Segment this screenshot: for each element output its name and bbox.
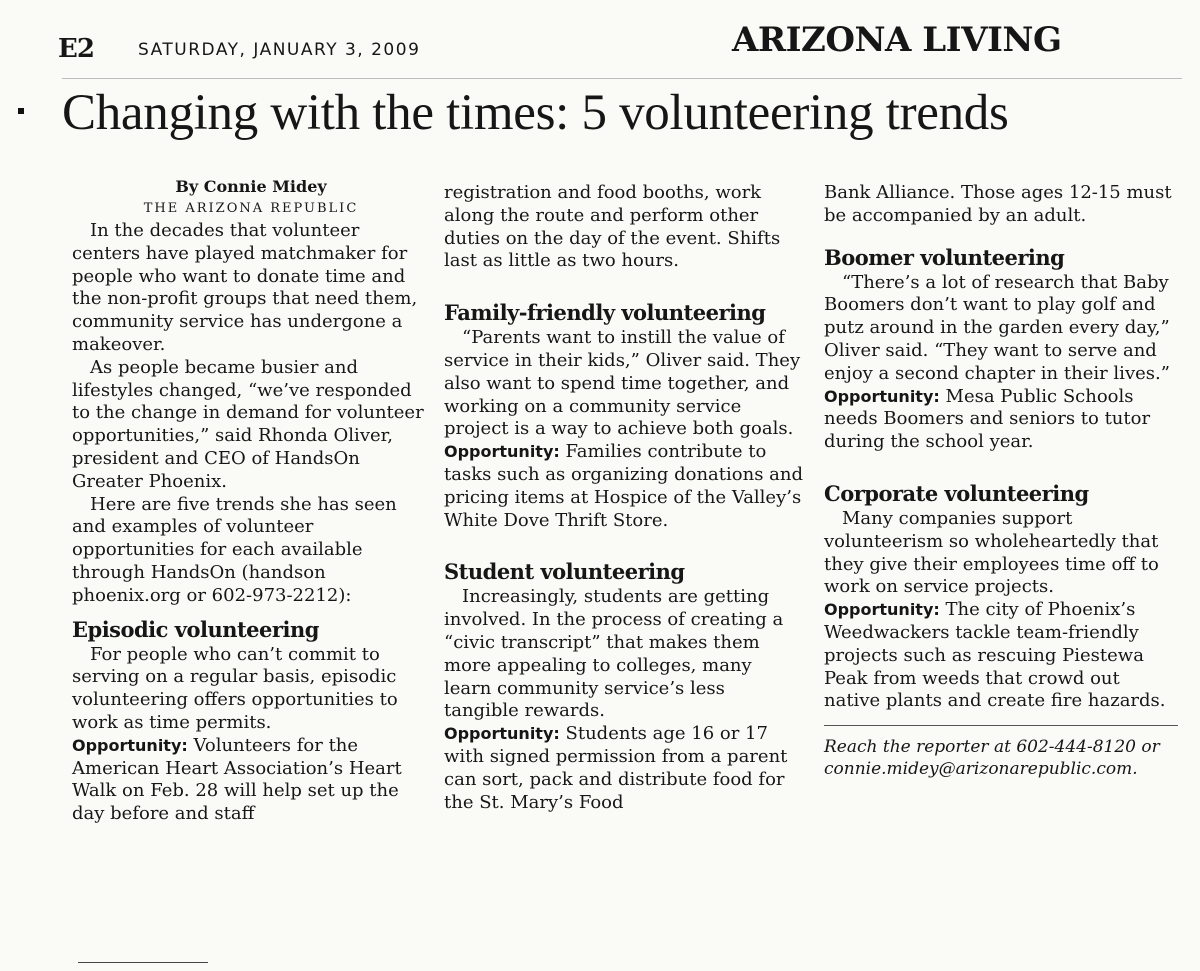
episodic-continued: registration and food booths, work along the route and perform other duties on the day of the event. Shifts last as little as two hours. [444, 182, 781, 272]
boomer-opportunity-text: Mesa Public Schools needs Boomers and seniors to tutor during the school year. [824, 385, 1151, 453]
headline: Changing with the times: 5 volunteering trends [62, 85, 1009, 141]
footer-rule [78, 962, 208, 963]
section-title: ARIZONA LIVING [732, 20, 1062, 60]
student-continued: Bank Alliance. Those ages 12-15 must be accompanied by an adult. [824, 182, 1172, 226]
family-opportunity-text: Families contribute to tasks such as organizing donations and pricing items at Hospice of the Valley’s White Dove Thrift Store. [444, 441, 804, 531]
intro-paragraph-1: In the decades that volunteer centers have played matchmaker for people who want to donate time and the non-profit groups that need them, community service has undergone a makeover. [72, 220, 418, 355]
episodic-opportunity-text: Volunteers for the American Heart Association’s Heart Walk on Feb. 28 will help set up the day before and staff [72, 734, 402, 825]
student-opportunity [444, 723, 804, 814]
boomer-opportunity [824, 386, 1178, 454]
corporate-opportunity [824, 599, 1178, 713]
family-opportunity [444, 441, 804, 532]
corporate-opportunity-text: The city of Phoenix’s Weedwackers tackle team-friendly projects such as rescuing Piestewa Peak from weeds that crowd out native plants and create fire hazards. [824, 599, 1166, 712]
family-body: “Parents want to instill the value of service in their kids,” Oliver said. They also want to spend time together, and working on a community service project is a way to achieve both goals. [444, 327, 801, 440]
opportunity-label: Opportunity: [824, 386, 940, 406]
publication-credit: THE ARIZONA REPUBLIC [143, 201, 359, 216]
opportunity-label: Opportunity: [72, 735, 188, 755]
signoff-rule [824, 725, 1178, 726]
subhead-student: Student volunteering [444, 559, 685, 585]
margin-mark [18, 108, 24, 114]
intro-paragraph-3: Here are five trends she has seen and examples of volunteer opportunities for each available through HandsOn (handson phoenix.org or 602-973-2212): [72, 493, 397, 606]
boomer-body: “There’s a lot of research that Baby Boomers don’t want to play golf and putz around in the garden every day,” Oliver said. “They want to serve and enjoy a second chapter in their lives.” [824, 271, 1170, 384]
issue-date: SATURDAY, JANUARY 3, 2009 [138, 40, 421, 60]
header-rule [62, 78, 1182, 79]
subhead-boomer: Boomer volunteering [824, 244, 1065, 270]
episodic-body: For people who can’t commit to serving on a regular basis, episodic volunteering offers opportunities to work as time permits. [72, 643, 398, 733]
subhead-episodic: Episodic volunteering [72, 616, 319, 642]
episodic-opportunity [72, 735, 430, 826]
opportunity-label: Opportunity: [444, 442, 560, 462]
subhead-corporate: Corporate volunteering [824, 480, 1089, 506]
column-2 [444, 182, 804, 814]
opportunity-label: Opportunity: [444, 724, 560, 744]
subhead-family: Family-friendly volunteering [444, 300, 766, 326]
column-1 [72, 176, 430, 826]
student-body: Increasingly, students are getting involved. In the process of creating a “civic transcript” that makes them more appealing to colleges, many learn community service’s less tangible rewards. [444, 586, 784, 722]
intro-paragraph-2: As people became busier and lifestyles changed, “we’ve responded to the change in demand for volunteer opportunities,” said Rhonda Oliver, president and CEO of HandsOn Greater Phoenix. [72, 356, 424, 492]
column-3 [824, 182, 1178, 780]
byline: By Connie Midey [175, 177, 327, 196]
opportunity-label: Opportunity: [824, 600, 940, 620]
page-number: E2 [58, 34, 94, 64]
corporate-body: Many companies support volunteerism so wholeheartedly that they give their employees time off to work on service projects. [824, 507, 1159, 598]
student-opportunity-text: Students age 16 or 17 with signed permission from a parent can sort, pack and distribute food for the St. Mary’s Food [444, 723, 788, 813]
reporter-contact: Reach the reporter at 602-444-8120 or connie.midey@arizonarepublic.com. [824, 737, 1160, 780]
